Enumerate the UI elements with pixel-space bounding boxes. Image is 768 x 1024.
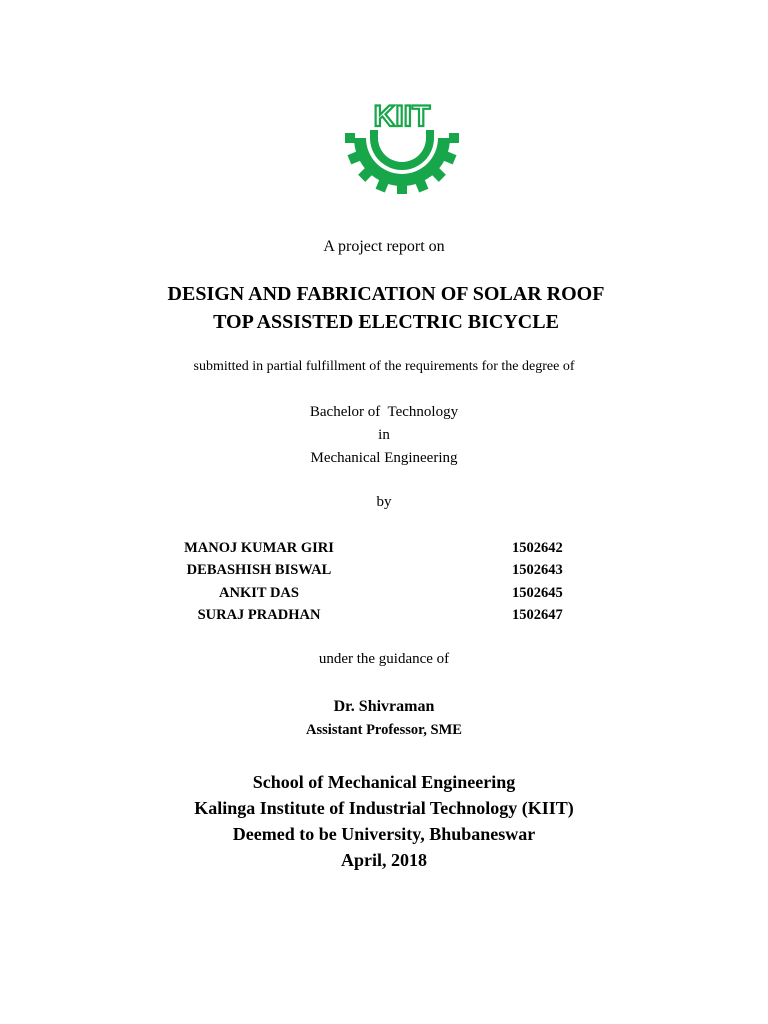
guide-name: Dr. Shivraman [333, 698, 435, 715]
student-roll: 1502643 [512, 562, 563, 578]
report-title-line-2: TOP ASSISTED ELECTRIC BICYCLE [213, 311, 559, 333]
logo-wordmark: KIIT [373, 100, 431, 133]
student-name: MANOJ KUMAR GIRI [184, 540, 334, 556]
guide-designation: Assistant Professor, SME [306, 722, 462, 738]
guidance-note: under the guidance of [318, 651, 450, 667]
university-location: Deemed to be University, Bhubaneswar [232, 824, 536, 844]
in-word: in [378, 427, 390, 443]
report-title-line-1: DESIGN AND FABRICATION OF SOLAR ROOF [167, 283, 605, 305]
student-name: SURAJ PRADHAN [197, 607, 321, 623]
student-roll: 1502642 [512, 540, 563, 556]
branch-name: Mechanical Engineering [310, 450, 458, 466]
by-word: by [376, 494, 392, 510]
gear-tooth [449, 133, 459, 143]
report-date: April, 2018 [340, 850, 427, 870]
kiit-logo [340, 98, 464, 194]
student-roll: 1502645 [512, 585, 563, 601]
student-name: ANKIT DAS [219, 585, 299, 601]
student-roll: 1502647 [512, 607, 563, 623]
student-name: DEBASHISH BISWAL [186, 562, 332, 578]
submission-note: submitted in partial fulfillment of the requirements for the degree of [193, 359, 575, 374]
report-intro: A project report on [323, 238, 445, 255]
gear-tooth [397, 185, 407, 194]
institute-name: Kalinga Institute of Industrial Technology (KIIT) [194, 798, 574, 818]
degree-name: Bachelor of Technology [309, 404, 459, 420]
school-name: School of Mechanical Engineering [252, 772, 516, 792]
gear-tooth [345, 133, 355, 143]
kiit-logo-graphic [340, 98, 464, 194]
